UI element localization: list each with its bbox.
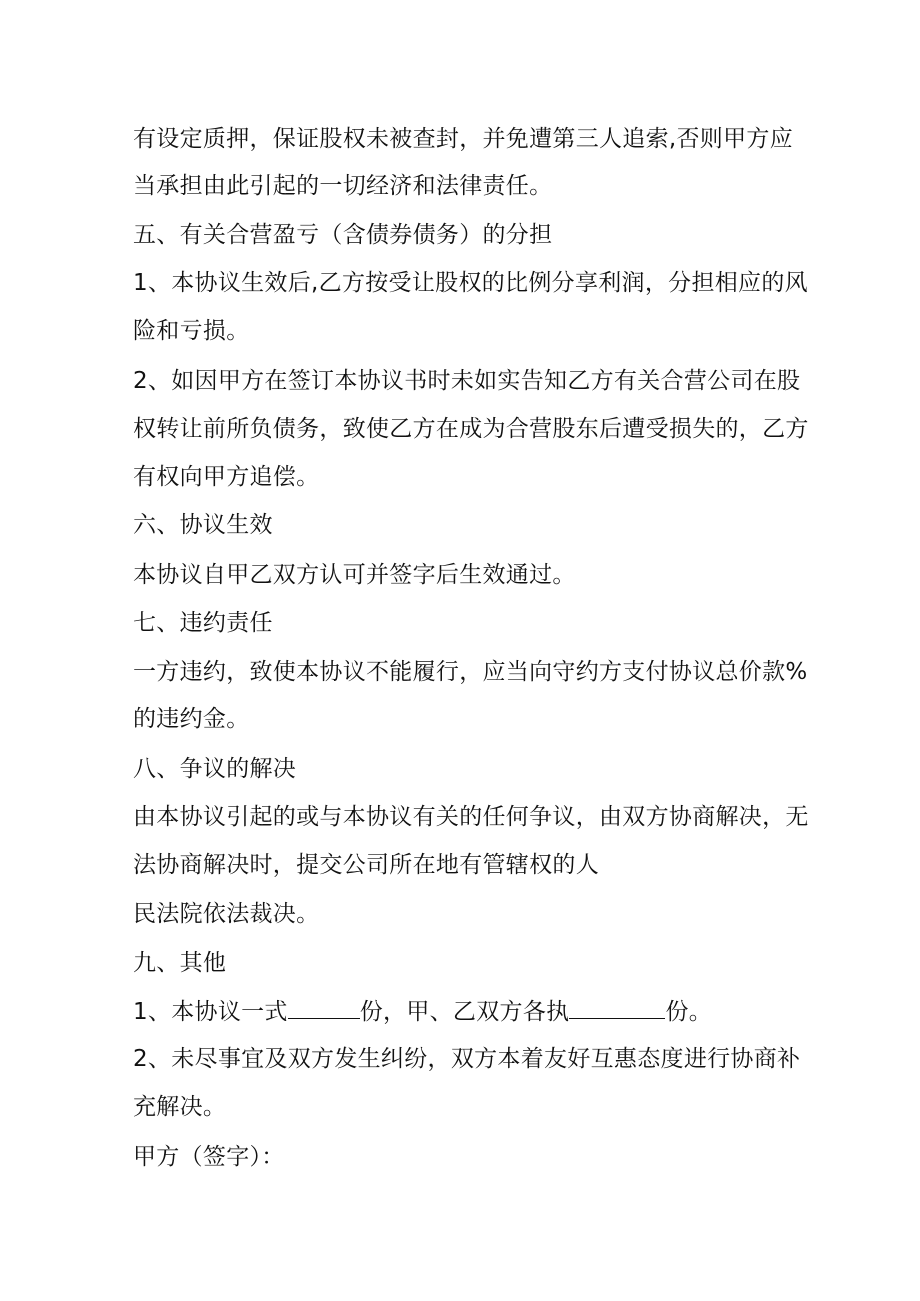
text-line-17: 民法院依法裁决。 — [133, 901, 320, 927]
text-line-21: 充解决。 — [133, 1094, 227, 1120]
text-line-6: 2、如因甲方在签订本协议书时未如实告知乙方有关合营公司在股 — [133, 368, 801, 394]
text-line-16: 法协商解决时，提交公司所在地有管辖权的人 — [133, 852, 599, 878]
copies-line-part2: 份，甲、乙双方各执 — [359, 999, 570, 1025]
copies-each-blank — [569, 996, 665, 1019]
copies-line-part3: 份。 — [665, 999, 713, 1025]
text-line-10: 本协议自甲乙双方认可并签字后生效通过。 — [133, 562, 576, 588]
text-line-5: 险和亏损。 — [133, 318, 250, 344]
copies-total-blank — [288, 996, 360, 1019]
text-line-7: 权转让前所负债务，致使乙方在成为合营股东后遭受损失的，乙方 — [133, 416, 809, 442]
section-heading-5: 五、有关合营盈亏（含债券债务）的分担 — [133, 222, 553, 248]
copies-line — [133, 996, 712, 1027]
party-a-signature-label: 甲方（签字）： — [133, 1144, 285, 1170]
text-line-15: 由本协议引起的或与本协议有关的任何争议，由双方协商解决，无 — [133, 804, 809, 830]
text-line-12: 一方违约，致使本协议不能履行，应当向守约方支付协议总价款% — [133, 659, 808, 685]
copies-line-part1: 1、本协议一式 — [133, 999, 288, 1025]
text-line-8: 有权向甲方追偿。 — [133, 464, 320, 490]
text-line-1: 有设定质押，保证股权未被查封，并免遭第三人追索,否则甲方应 — [133, 126, 794, 152]
section-heading-9: 九、其他 — [133, 950, 227, 976]
section-heading-7: 七、违约责任 — [133, 610, 273, 636]
text-line-4: 1、本协议生效后,乙方按受让股权的比例分享利润，分担相应的风 — [133, 270, 808, 296]
section-heading-6: 六、协议生效 — [133, 512, 273, 538]
text-line-13: 的违约金。 — [133, 706, 250, 732]
section-heading-8: 八、争议的解决 — [133, 756, 297, 782]
text-line-2: 当承担由此引起的一切经济和法律责任。 — [133, 173, 553, 199]
text-line-20: 2、未尽事宜及双方发生纠纷，双方本着友好互惠态度进行协商补 — [133, 1046, 801, 1072]
